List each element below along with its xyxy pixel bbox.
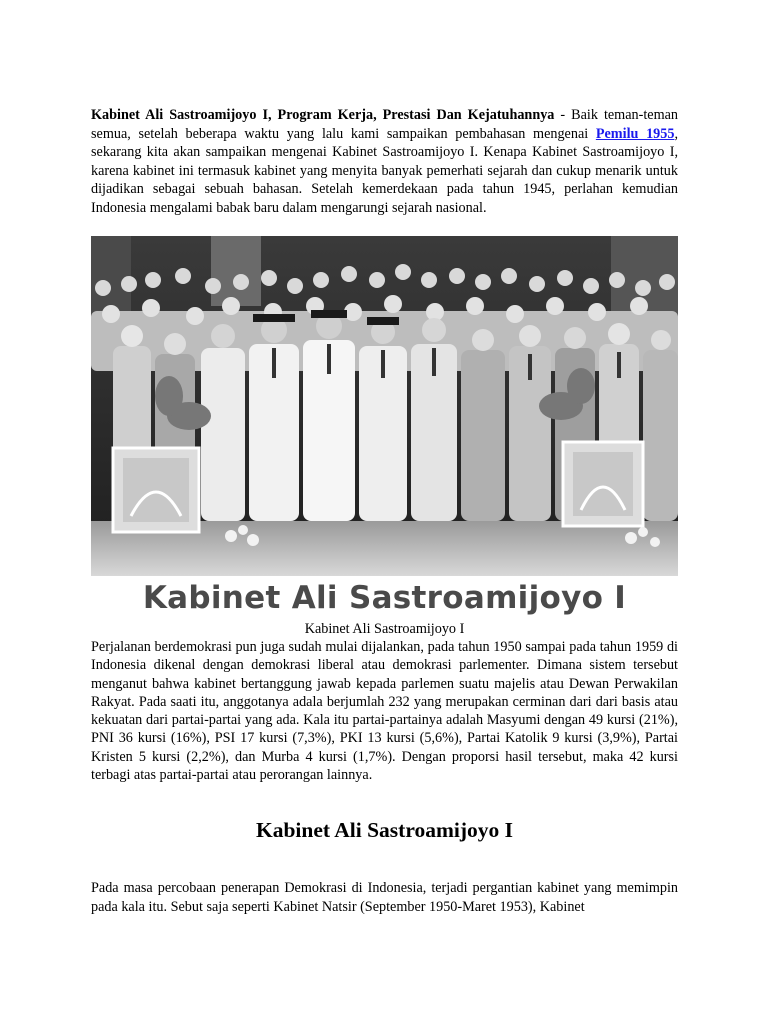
pemilu-1955-link[interactable]: Pemilu 1955 [595,125,675,142]
intro-paragraph [91,106,678,217]
paragraph-democracy: Perjalanan berdemokrasi pun juga sudah mulai dijalankan, pada tahun 1950 sampai pada tahun 1959 di Indonesia dikenal dengan demokrasi liberal atau demokrasi parlementer. Dimana sistem tersebut menganut bahwa kabinet bertanggung jawab kepada parlemen suatu majelis atau Dewan Perwakilan Rakyat. Pada saati itu, anggotanya adala berjumlah 232 yang merupakan cerminan dari dari basis atau kekuatan dari partai-partai yang ada. Kala itu partai-partainya adalah Masyumi dengan 49 kursi (21%), PNI 36 kursi (16%), PSI 17 kursi (7,3%), PKI 13 kursi (5,6%), Partai Katolik 9 kursi (3,9%), Partai Kristen 5 kursi (2,2%), dan Murba 4 kursi (1,7%). Dengan proporsi hasil tersebut, maka 42 kursi terbagi atas partai-partai atau perorangan lainnya. [91,639,678,784]
intro-text-before-link: - Baik teman-teman semua, setelah beberapa waktu yang lalu kami sampaikan pembahasan mengenai [91,107,678,142]
section-heading: Kabinet Ali Sastroamijoyo I [255,818,514,842]
intro-title: Kabinet Ali Sastroamijoyo I, Program Kerja, Prestasi Dan Kejatuhannya [91,107,555,123]
photo-caption: Kabinet Ali Sastroamijoyo I [304,621,465,637]
intro-text-after-link: , sekarang kita akan sampaikan mengenai Kabinet Sastroamijoyo I. Kenapa Kabinet Sastroamijoyo I, karena kabinet ini termasuk kabinet yang menyita banyak pemerhati sejarah dan cukup menarik untuk dijadikan sebagai sebuah bahasan. Setelah kemerdekaan pada tahun 1945, perlahan kemudian Indonesia mengalami babak baru dalam mengarungi sejarah nasional. [91,125,678,216]
paragraph-cabinet-changes: Pada masa percobaan penerapan Demokrasi di Indonesia, terjadi pergantian kabinet yang memimpin pada kala itu. Sebut saja seperti Kabinet Natsir (September 1950-Maret 1953), Kabinet [91,880,678,915]
cabinet-group-photo [91,236,678,576]
photo-banner-title: Kabinet Ali Sastroamijoyo I [142,580,627,616]
